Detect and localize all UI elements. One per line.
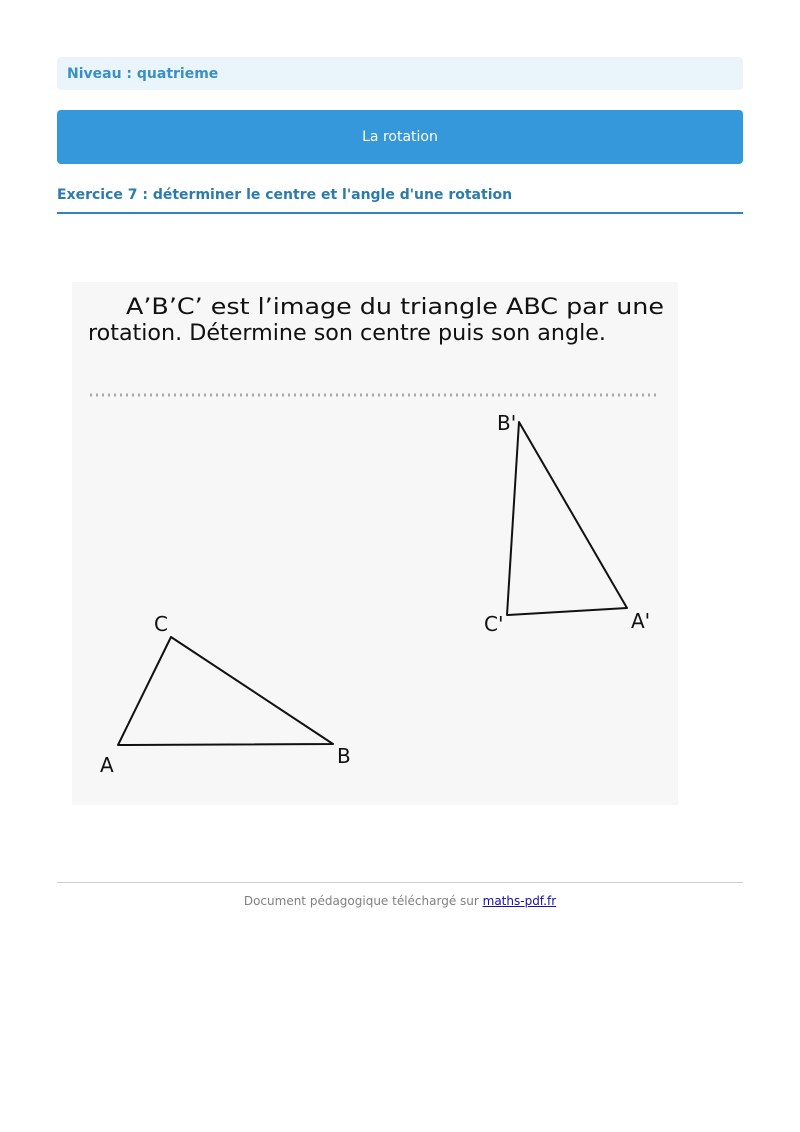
footer-link[interactable]: maths-pdf.fr [482,894,557,908]
label-c: C [154,612,168,636]
footer-divider [57,882,743,883]
footer-text: Document pédagogique téléchargé sur [243,894,483,908]
statement-line-1: A’B’C’ est l’image du triangle ABC par une [126,295,664,320]
footer [57,894,743,908]
exercise-title: Exercice 7 : déterminer le centre et l'angle d'une rotation [57,187,513,203]
statement-line-2: rotation. Détermine son centre puis son angle. [88,321,606,346]
label-a-prime: A' [631,609,651,633]
figure-svg [72,282,678,805]
label-b: B [337,744,351,768]
exercise-figure [72,282,678,805]
label-b-prime: B' [497,411,517,435]
level-box [57,57,743,90]
title-banner [57,110,743,164]
exercise-heading [57,184,743,214]
triangle-abc [118,637,333,745]
page-title: La rotation [362,129,438,145]
triangle-abc-image [507,422,627,615]
label-a: A [100,753,114,777]
label-c-prime: C' [484,612,504,636]
level-label: Niveau : quatrieme [67,65,219,82]
